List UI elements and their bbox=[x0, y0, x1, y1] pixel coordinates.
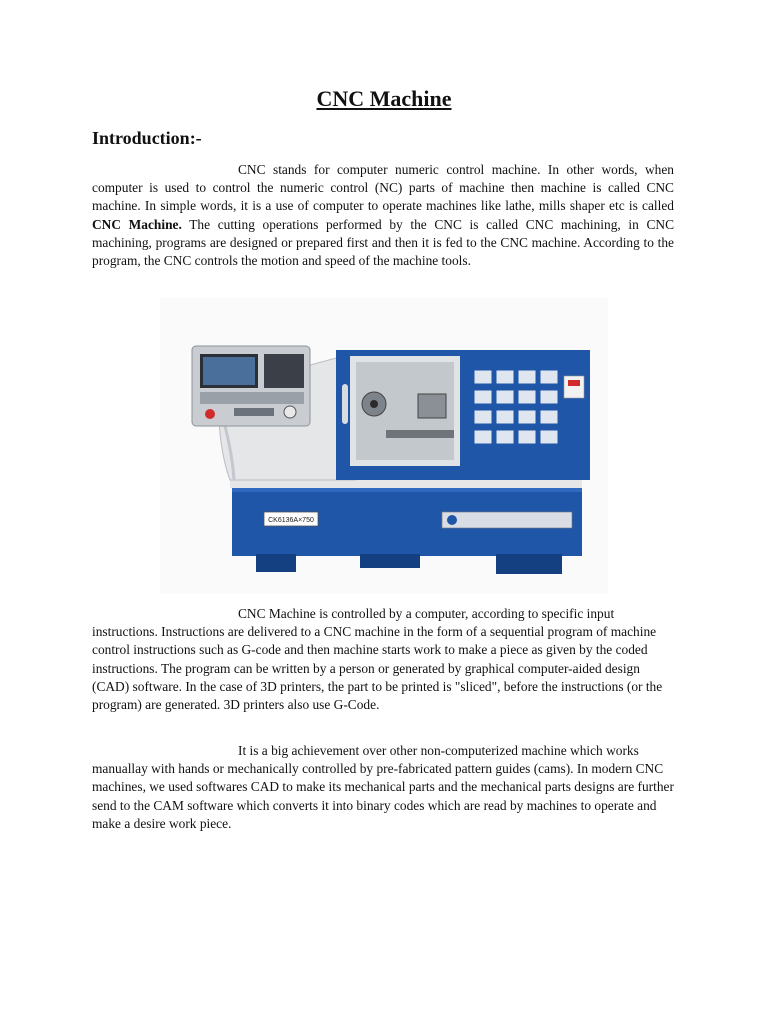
manufacturer-plate bbox=[442, 512, 572, 528]
machine-foot-middle bbox=[360, 554, 420, 568]
chuck-center bbox=[370, 400, 378, 408]
door-handle bbox=[342, 384, 348, 424]
control-keypad bbox=[264, 354, 304, 388]
control-key-row bbox=[200, 392, 304, 404]
control-buttons bbox=[234, 408, 274, 416]
emergency-stop-button bbox=[205, 409, 215, 419]
model-label: CK6136A×750 bbox=[268, 517, 314, 524]
warning-sticker-stripe bbox=[568, 380, 580, 386]
cnc-machine-image bbox=[160, 298, 608, 594]
manufacturer-logo bbox=[447, 515, 457, 525]
page-title: CNC Machine bbox=[316, 86, 452, 111]
machine-foot-left bbox=[256, 554, 296, 572]
paragraph-intro-bold: CNC Machine. bbox=[92, 216, 182, 232]
tool-turret bbox=[418, 394, 446, 418]
section-heading: Introduction:- bbox=[92, 128, 202, 148]
paragraph-control: CNC Machine is controlled by a computer, according to specific input instructions. Instructions are delivered to a CNC machine in the form of a sequential program of machine control instructions such as G-code and then machine starts work to make a piece as given by the coded instructions. The program can be written by a person or generated by graphical computer-aided design (CAD) software. In the case of 3D printers, the part to be printed is "sliced", before the instructions (or the program) are generated. 3D printers also use G-Code. bbox=[92, 606, 663, 713]
cnc-machine-illustration bbox=[160, 298, 608, 594]
paragraph-intro bbox=[92, 161, 674, 270]
feed-rate-knob bbox=[284, 406, 296, 418]
lathe-bed bbox=[386, 430, 454, 438]
paragraph-intro-text-2: The cutting operations performed by the CNC is called CNC machining, in CNC machining, programs are designed or prepared first and then it is fed to the CNC machine. According to the program, the CNC controls the motion and speed of the machine tools. bbox=[92, 216, 674, 269]
paragraph-achievement: It is a big achievement over other non-computerized machine which works manuallay with hands or mechanically controlled by pre-fabricated pattern guides (cams). In modern CNC machines, we used softwares CAD to make its mechanical parts and the mechanical parts designs are further send to the CAM software which converts it into binary codes which are read by machines to operate and make a desire work piece. bbox=[92, 743, 674, 831]
paragraph-intro-text-1: CNC stands for computer numeric control machine. In other words, when computer is used to control the numeric control (NC) parts of machine then machine is called CNC machine. In simple words, it is a use of computer to operate machines like lathe, mills shaper etc is called bbox=[92, 162, 674, 214]
screen-display bbox=[203, 357, 255, 385]
warning-sticker bbox=[564, 376, 584, 398]
machine-foot-right bbox=[496, 554, 562, 574]
